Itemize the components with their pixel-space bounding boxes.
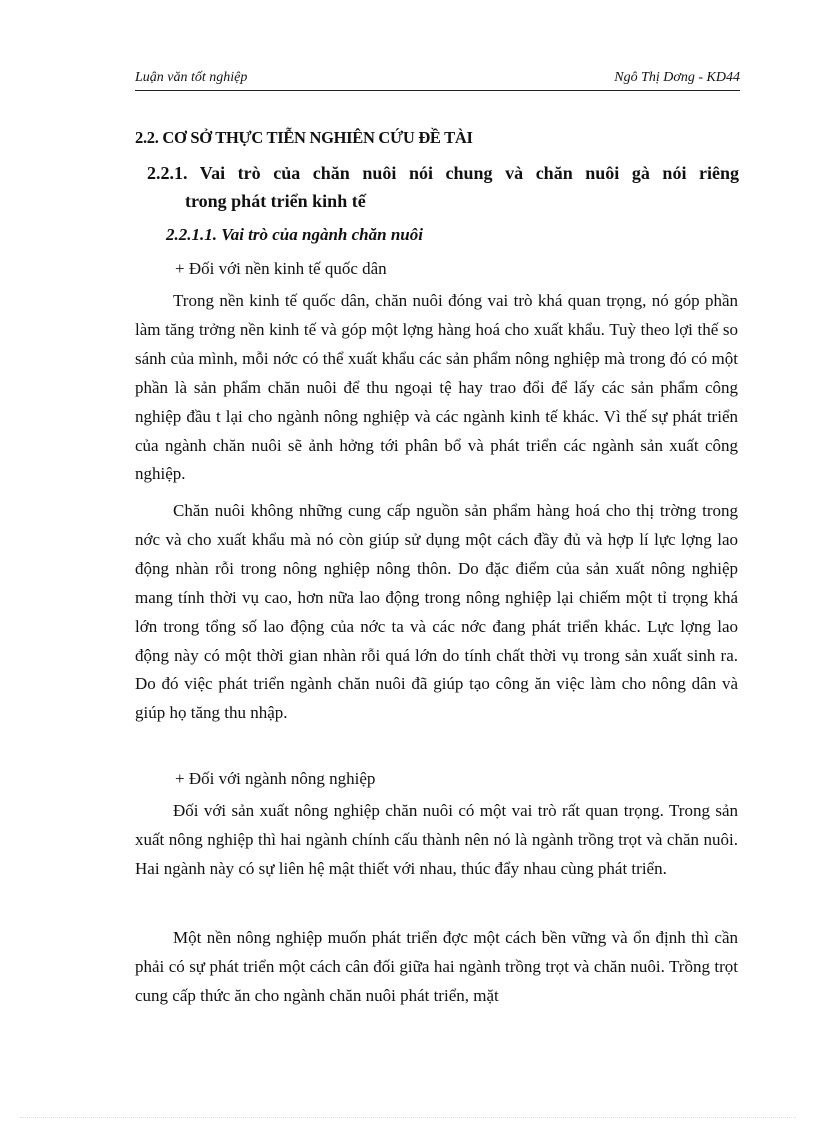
subsection-heading: [147, 159, 739, 215]
paragraph-1-text: Trong nền kinh tế quốc dân, chăn nuôi đóng vai trò khá quan trọng, nó góp phần làm tăng trởng nền kinh tế và góp một lợng hàng hoá cho xuất khẩu. Tuỳ theo lợi thế so sánh của mình, mỗi nớc có thể xuất khẩu các sản phẩm nông nghiệp mà trong đó có một phần là sản phẩm chăn nuôi để thu ngoại tệ hay trao đổi để lấy các sản phẩm công nghiệp đầu t lại cho ngành nông nghiệp và các ngành kinh tế khác. Vì thế sự phát triển của ngành chăn nuôi sẽ ảnh hởng tới phân bổ và phát triển các ngành sản xuất công nghiệp.: [135, 291, 738, 484]
paragraph-3-text: Đối với sản xuất nông nghiệp chăn nuôi có một vai trò rất quan trọng. Trong sản xuất nông nghiệp thì hai ngành chính cấu thành nên nó là ngành trồng trọt và chăn nuôi. Hai ngành này có sự liên hệ mật thiết với nhau, thúc đẩy nhau cùng phát triển.: [135, 801, 738, 878]
section-heading: 2.2. CƠ SỞ THỰC TIỄN NGHIÊN CỨU ĐỀ TÀI: [135, 128, 473, 147]
paragraph-4-text: Một nền nông nghiệp muốn phát triển đợc một cách bền vững và ổn định thì cần phải có sự phát triển một cách cân đối giữa hai ngành trồng trọt và chăn nuôi. Trồng trọt cung cấp thức ăn cho ngành chăn nuôi phát triển, mặt: [135, 928, 738, 1005]
paragraph-4: [135, 924, 738, 1011]
subsubsection-heading: 2.2.1.1. Vai trò của ngành chăn nuôi: [166, 225, 423, 244]
bullet-agriculture: + Đối với ngành nông nghiệp: [175, 769, 376, 788]
bullet-national-economy: + Đối với nền kinh tế quốc dân: [175, 259, 387, 278]
header-left-title: Luận văn tốt nghiệp: [135, 70, 248, 85]
paragraph-2: [135, 497, 738, 728]
page-bottom-border: [20, 1117, 796, 1118]
running-header: [135, 68, 740, 91]
paragraph-3: [135, 797, 738, 884]
paragraph-1: [135, 287, 738, 489]
subsection-heading-line2: trong phát triển kinh tế: [185, 191, 366, 211]
subsection-heading-line1: 2.2.1. Vai trò của chăn nuôi nói chung và chăn nuôi gà nói riêng: [147, 163, 739, 183]
paragraph-2-text: Chăn nuôi không những cung cấp nguồn sản phẩm hàng hoá cho thị trờng trong nớc và cho xuất khẩu mà nó còn giúp sử dụng một cách đầy đủ và hợp lí lực lợng lao động nhàn rỗi trong nông nghiệp nông thôn. Do đặc điểm của sản xuất nông nghiệp mang tính thời vụ cao, hơn nữa lao động trong nông nghiệp lại chiếm một tỉ trọng khá lớn trong tổng số lao động của nớc ta và các nớc đang phát triển khác. Lực lợng lao động này có một thời gian nhàn rỗi quá lớn do tính chất thời vụ trong sản xuất sinh ra. Do đó việc phát triển ngành chăn nuôi đã giúp tạo công ăn việc làm cho nông dân và giúp họ tăng thu nhập.: [135, 501, 738, 723]
header-author: Ngô Thị Dơng - KD44: [614, 70, 740, 85]
